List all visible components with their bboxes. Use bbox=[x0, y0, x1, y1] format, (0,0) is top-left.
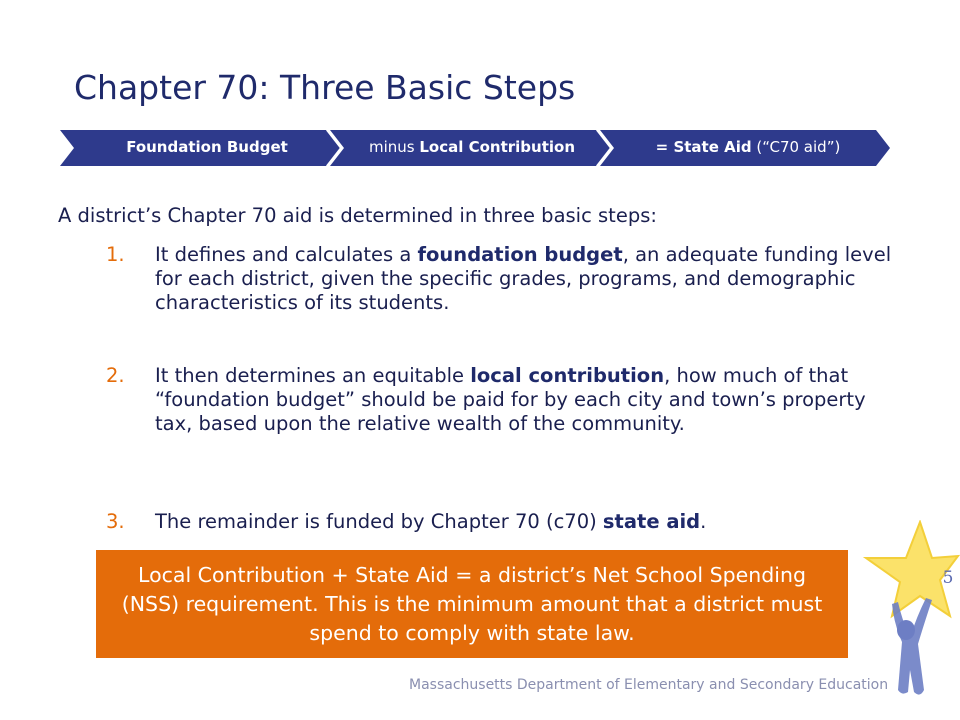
step-term: local contribution bbox=[470, 364, 665, 387]
intro-text: A district’s Chapter 70 aid is determined in three basic steps: bbox=[58, 204, 657, 227]
slide-title: Chapter 70: Three Basic Steps bbox=[74, 68, 576, 107]
chevron-label-foundation-budget-bold: Foundation Budget bbox=[126, 138, 288, 156]
chevron-label-local-contribution-prefix: minus bbox=[368, 138, 420, 156]
chevron-label-state-aid-bold: = State Aid bbox=[655, 138, 752, 156]
step-text-pre: It defines and calculates a bbox=[155, 243, 418, 266]
nss-callout-box bbox=[96, 550, 848, 658]
chevron-label-state-aid-suffix: (“C70 aid”) bbox=[751, 138, 841, 156]
step-item-3 bbox=[106, 510, 896, 534]
chevron-label-foundation-budget bbox=[80, 135, 334, 159]
step-text-pre: The remainder is funded by Chapter 70 (c70) bbox=[155, 510, 603, 533]
step-number: 1. bbox=[106, 243, 125, 266]
step-text bbox=[155, 243, 896, 315]
step-item-2 bbox=[106, 364, 896, 436]
page-number: 5 bbox=[942, 568, 954, 588]
chevron-label-local-contribution bbox=[344, 135, 600, 159]
step-term: state aid bbox=[602, 510, 701, 533]
step-text-post: , an adequate funding level for each district, given the specific grades, programs, and demographic characteristics of its students. bbox=[155, 243, 892, 314]
step-number: 3. bbox=[106, 510, 125, 533]
step-text-post: , how much of that “foundation budget” should be paid for by each city and town’s property tax, based upon the relative wealth of the community. bbox=[155, 364, 866, 435]
step-text bbox=[155, 510, 896, 534]
step-text-pre: It then determines an equitable bbox=[155, 364, 471, 387]
step-text-post: . bbox=[700, 510, 707, 533]
callout-text: Local Contribution + State Aid = a district’s Net School Spending (NSS) requirement. This is the minimum amount that a district must spend to comply with state law. bbox=[121, 563, 823, 645]
footer-organization: Massachusetts Department of Elementary and Secondary Education bbox=[409, 677, 889, 693]
step-term: foundation budget bbox=[417, 243, 623, 266]
step-number: 2. bbox=[106, 364, 125, 387]
chevron-label-state-aid bbox=[616, 135, 880, 159]
step-text bbox=[155, 364, 896, 436]
step-item-1 bbox=[106, 243, 896, 315]
chevron-label-local-contribution-bold: Local Contribution bbox=[419, 138, 576, 156]
